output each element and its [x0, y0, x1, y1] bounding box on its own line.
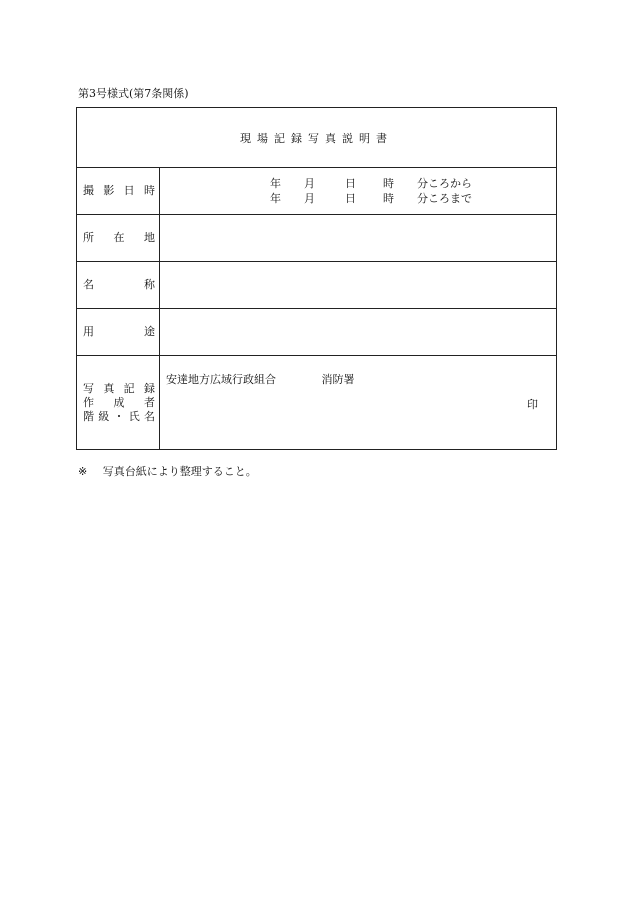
- purpose-label: [77, 309, 160, 356]
- datetime-value[interactable]: [160, 168, 557, 215]
- hour-unit: 時: [383, 177, 394, 190]
- name-row: [77, 262, 557, 309]
- label-char: 作: [83, 395, 94, 409]
- minute-from-text: 分ころから: [417, 177, 472, 190]
- footnote-text: 写真台紙により整理すること。: [102, 465, 257, 478]
- year-unit: 年: [270, 177, 281, 190]
- photo-record-form: [76, 107, 557, 450]
- minute-to-text: 分ころまで: [417, 192, 472, 205]
- purpose-value[interactable]: [160, 309, 557, 356]
- day-unit: 日: [345, 177, 356, 190]
- location-row: [77, 215, 557, 262]
- label-char: 所: [83, 231, 94, 244]
- datetime-to-line: [160, 191, 556, 206]
- datetime-label: [77, 168, 160, 215]
- label-char: 撮: [83, 184, 94, 197]
- label-char: 者: [144, 395, 155, 409]
- day-unit: 日: [345, 192, 356, 205]
- seal-mark: 印: [527, 398, 538, 411]
- label-char: 称: [144, 278, 155, 291]
- location-value[interactable]: [160, 215, 557, 262]
- title-row: [77, 108, 557, 168]
- label-char: 写: [83, 381, 94, 395]
- datetime-from-line: [160, 176, 556, 191]
- organization-name: 安達地方広域行政組合: [166, 373, 276, 386]
- year-unit: 年: [270, 192, 281, 205]
- label-char: 録: [143, 381, 155, 395]
- label-char: 真: [103, 381, 115, 395]
- purpose-row: [77, 309, 557, 356]
- label-char: 在: [113, 231, 125, 244]
- label-char: 途: [144, 325, 155, 338]
- author-label-line-2: [83, 396, 155, 410]
- label-char: 氏: [128, 409, 140, 423]
- author-row: [77, 356, 557, 450]
- author-label-line-1: [83, 382, 155, 396]
- reference-mark: ※: [78, 465, 88, 478]
- form-number: 第3号様式(第7条関係): [78, 87, 189, 100]
- label-char: 地: [144, 231, 155, 244]
- label-char: 成: [113, 395, 125, 409]
- label-char: 時: [143, 184, 155, 197]
- department-name: 消防署: [321, 373, 355, 386]
- form-title: 現場記録写真説明書: [77, 108, 557, 168]
- footnote: [78, 463, 257, 479]
- month-unit: 月: [304, 192, 315, 205]
- datetime-row: [77, 168, 557, 215]
- author-label: [77, 356, 160, 450]
- organization-line: [166, 371, 355, 387]
- hour-unit: 時: [383, 192, 394, 205]
- name-label: [77, 262, 160, 309]
- author-label-line-3: [83, 410, 155, 424]
- month-unit: 月: [304, 177, 315, 190]
- label-char: 名: [144, 409, 155, 423]
- name-value[interactable]: [160, 262, 557, 309]
- label-char: 日: [123, 184, 135, 197]
- label-char: 用: [83, 325, 94, 338]
- label-char: 級: [98, 409, 110, 423]
- label-char: ・: [113, 409, 125, 423]
- label-char: 影: [103, 184, 115, 197]
- author-value[interactable]: [160, 356, 557, 450]
- label-char: 記: [123, 381, 135, 395]
- location-label: [77, 215, 160, 262]
- label-char: 階: [83, 409, 94, 423]
- label-char: 名: [83, 278, 94, 291]
